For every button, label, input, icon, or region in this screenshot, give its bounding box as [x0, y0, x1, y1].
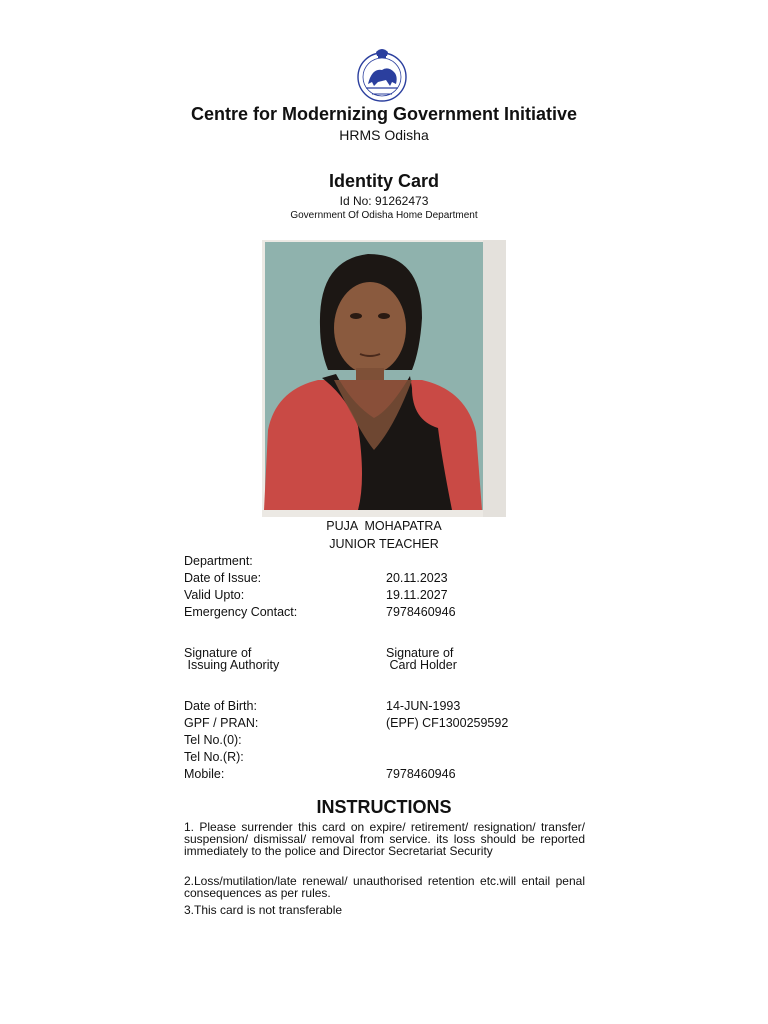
- instructions-heading: INSTRUCTIONS: [316, 797, 452, 817]
- instruction-item: 1. Please surrender this card on expire/ retirement/ resignation/ transfer/ suspension/ dismissal/ removal from service. its loss should be reported immediately to the police and Director Secretariat Security: [184, 820, 585, 859]
- odisha-state-emblem-icon: [352, 44, 412, 104]
- issuing-authority-signature-label: Signature of: [184, 646, 252, 660]
- card-holder-signature-label: Signature of: [386, 646, 454, 660]
- card-holder-signature-label-2: Card Holder: [386, 658, 457, 672]
- gpf-pran-label: GPF / PRAN:: [184, 716, 259, 730]
- organization-subtitle: HRMS Odisha: [339, 127, 429, 143]
- date-of-birth-value: 14-JUN-1993: [386, 699, 461, 713]
- issuing-authority-signature-label-2: Issuing Authority: [184, 658, 280, 672]
- holder-name: PUJA MOHAPATRA: [326, 519, 442, 533]
- emergency-contact-value: 7978460946: [386, 605, 456, 619]
- organization-name: Centre for Modernizing Government Initiative: [190, 104, 578, 124]
- instruction-item: 2.Loss/mutilation/late renewal/ unauthorised retention etc.will entail penal consequences as per rules.: [184, 874, 585, 901]
- card-title: Identity Card: [328, 171, 439, 191]
- date-of-issue-value: 20.11.2023: [386, 571, 448, 585]
- date-of-birth-label: Date of Birth:: [184, 699, 257, 713]
- mobile-label: Mobile:: [184, 767, 225, 781]
- tel-residence-label: Tel No.(R):: [184, 750, 244, 764]
- instruction-item: 3.This card is not transferable: [184, 903, 343, 917]
- tel-office-label: Tel No.(0):: [184, 733, 242, 747]
- portrait-photo: [262, 240, 506, 517]
- holder-designation: JUNIOR TEACHER: [329, 537, 439, 551]
- department-label: Department:: [184, 554, 253, 568]
- valid-upto-label: Valid Upto:: [184, 588, 245, 602]
- emergency-contact-label: Emergency Contact:: [184, 605, 298, 619]
- valid-upto-value: 19.11.2027: [386, 588, 448, 602]
- issuing-department: Government Of Odisha Home Department: [290, 210, 478, 221]
- mobile-value: 7978460946: [386, 767, 456, 781]
- date-of-issue-label: Date of Issue:: [184, 571, 262, 585]
- card-id-number: Id No: 91262473: [339, 194, 429, 208]
- gpf-pran-value: (EPF) CF1300259592: [386, 716, 509, 730]
